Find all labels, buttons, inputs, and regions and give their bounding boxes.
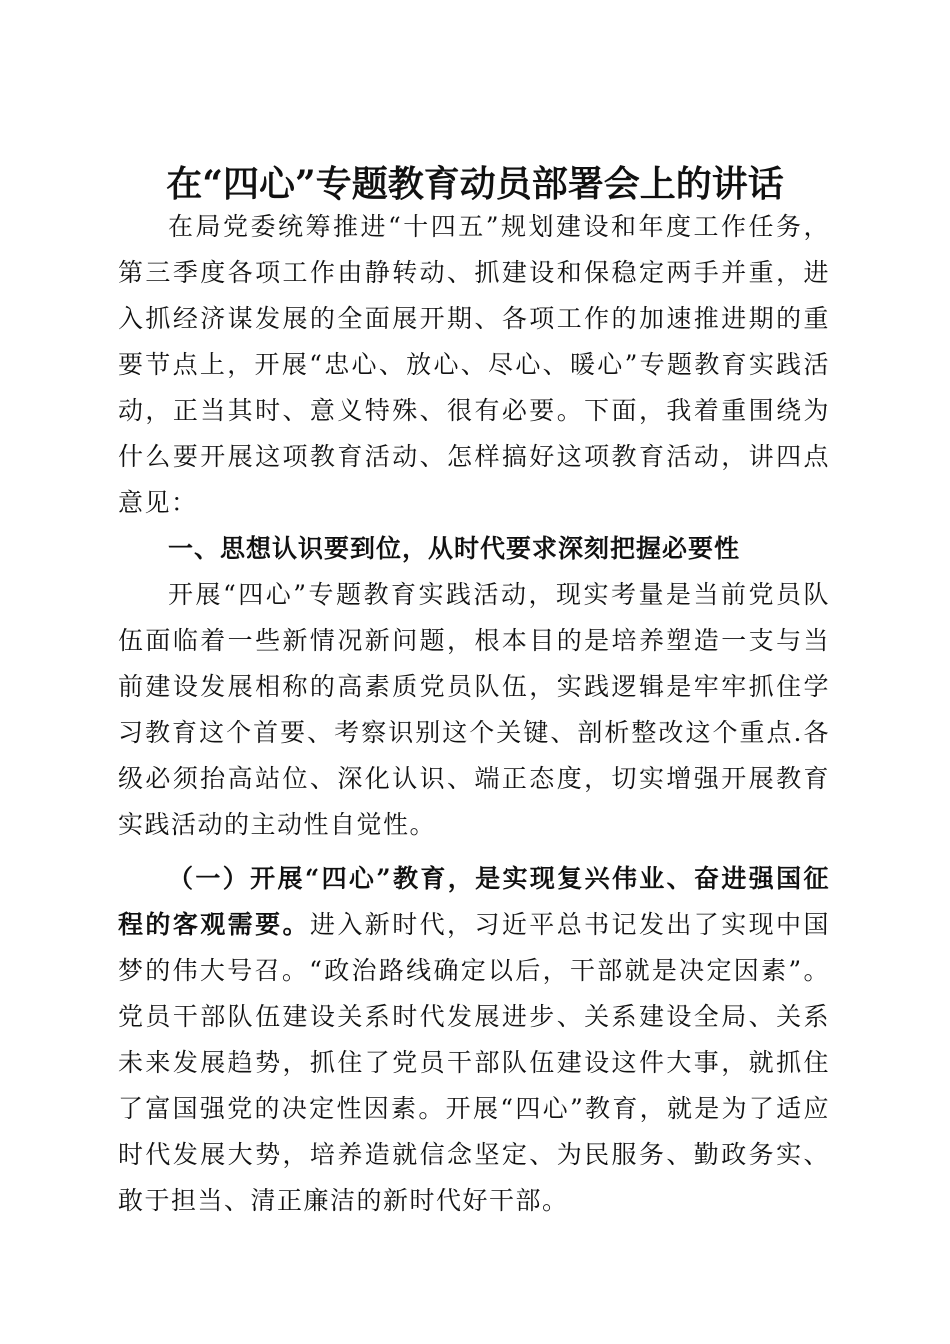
subsection-paragraph: [118, 856, 830, 1224]
subsection-lead: （一）开展“四心”教育，是实现复兴伟业、奋进强国征程的客观需要。: [118, 864, 830, 939]
section-heading: 一、思想认识要到位，从时代要求深刻把握必要性: [168, 534, 741, 563]
section-paragraph: 开展“四心”专题教育实践活动，现实考量是当前党员队伍面临着一些新情况新问题，根本目的是培养塑造一支与当前建设发展相称的高素质党员队伍，实践逻辑是牢牢抓住学习教育这个首要、考察识别这个关键、剖析整改这个重点.各级必须抬高站位、深化认识、端正态度，切实增强开展教育实践活动的主动性自觉性。: [118, 580, 830, 839]
document-title: 在“四心”专题教育动员部署会上的讲话: [166, 163, 784, 206]
intro-paragraph: 在局党委统筹推进“十四五”规划建设和年度工作任务，第三季度各项工作由静转动、抓建设和保稳定两手并重，进入抓经济谋发展的全面展开期、各项工作的加速推进期的重要节点上，开展“忠心、放心、尽心、暖心”专题教育实践活动，正当其时、意义特殊、很有必要。下面，我着重围绕为什么要开展这项教育活动、怎样搞好这项教育活动，讲四点意见：: [118, 212, 830, 517]
subsection-body: 进入新时代，习近平总书记发出了实现中国梦的伟大号召。“政治路线确定以后，干部就是决定因素”。党员干部队伍建设关系时代发展进步、关系建设全局、关系未来发展趋势，抓住了党员干部队伍建设这件大事，就抓住了富国强党的决定性因素。开展“四心”教育，就是为了适应时代发展大势，培养造就信念坚定、为民服务、勤政务实、敢于担当、清正廉洁的新时代好干部。: [118, 910, 830, 1215]
document-body: [118, 204, 830, 1224]
